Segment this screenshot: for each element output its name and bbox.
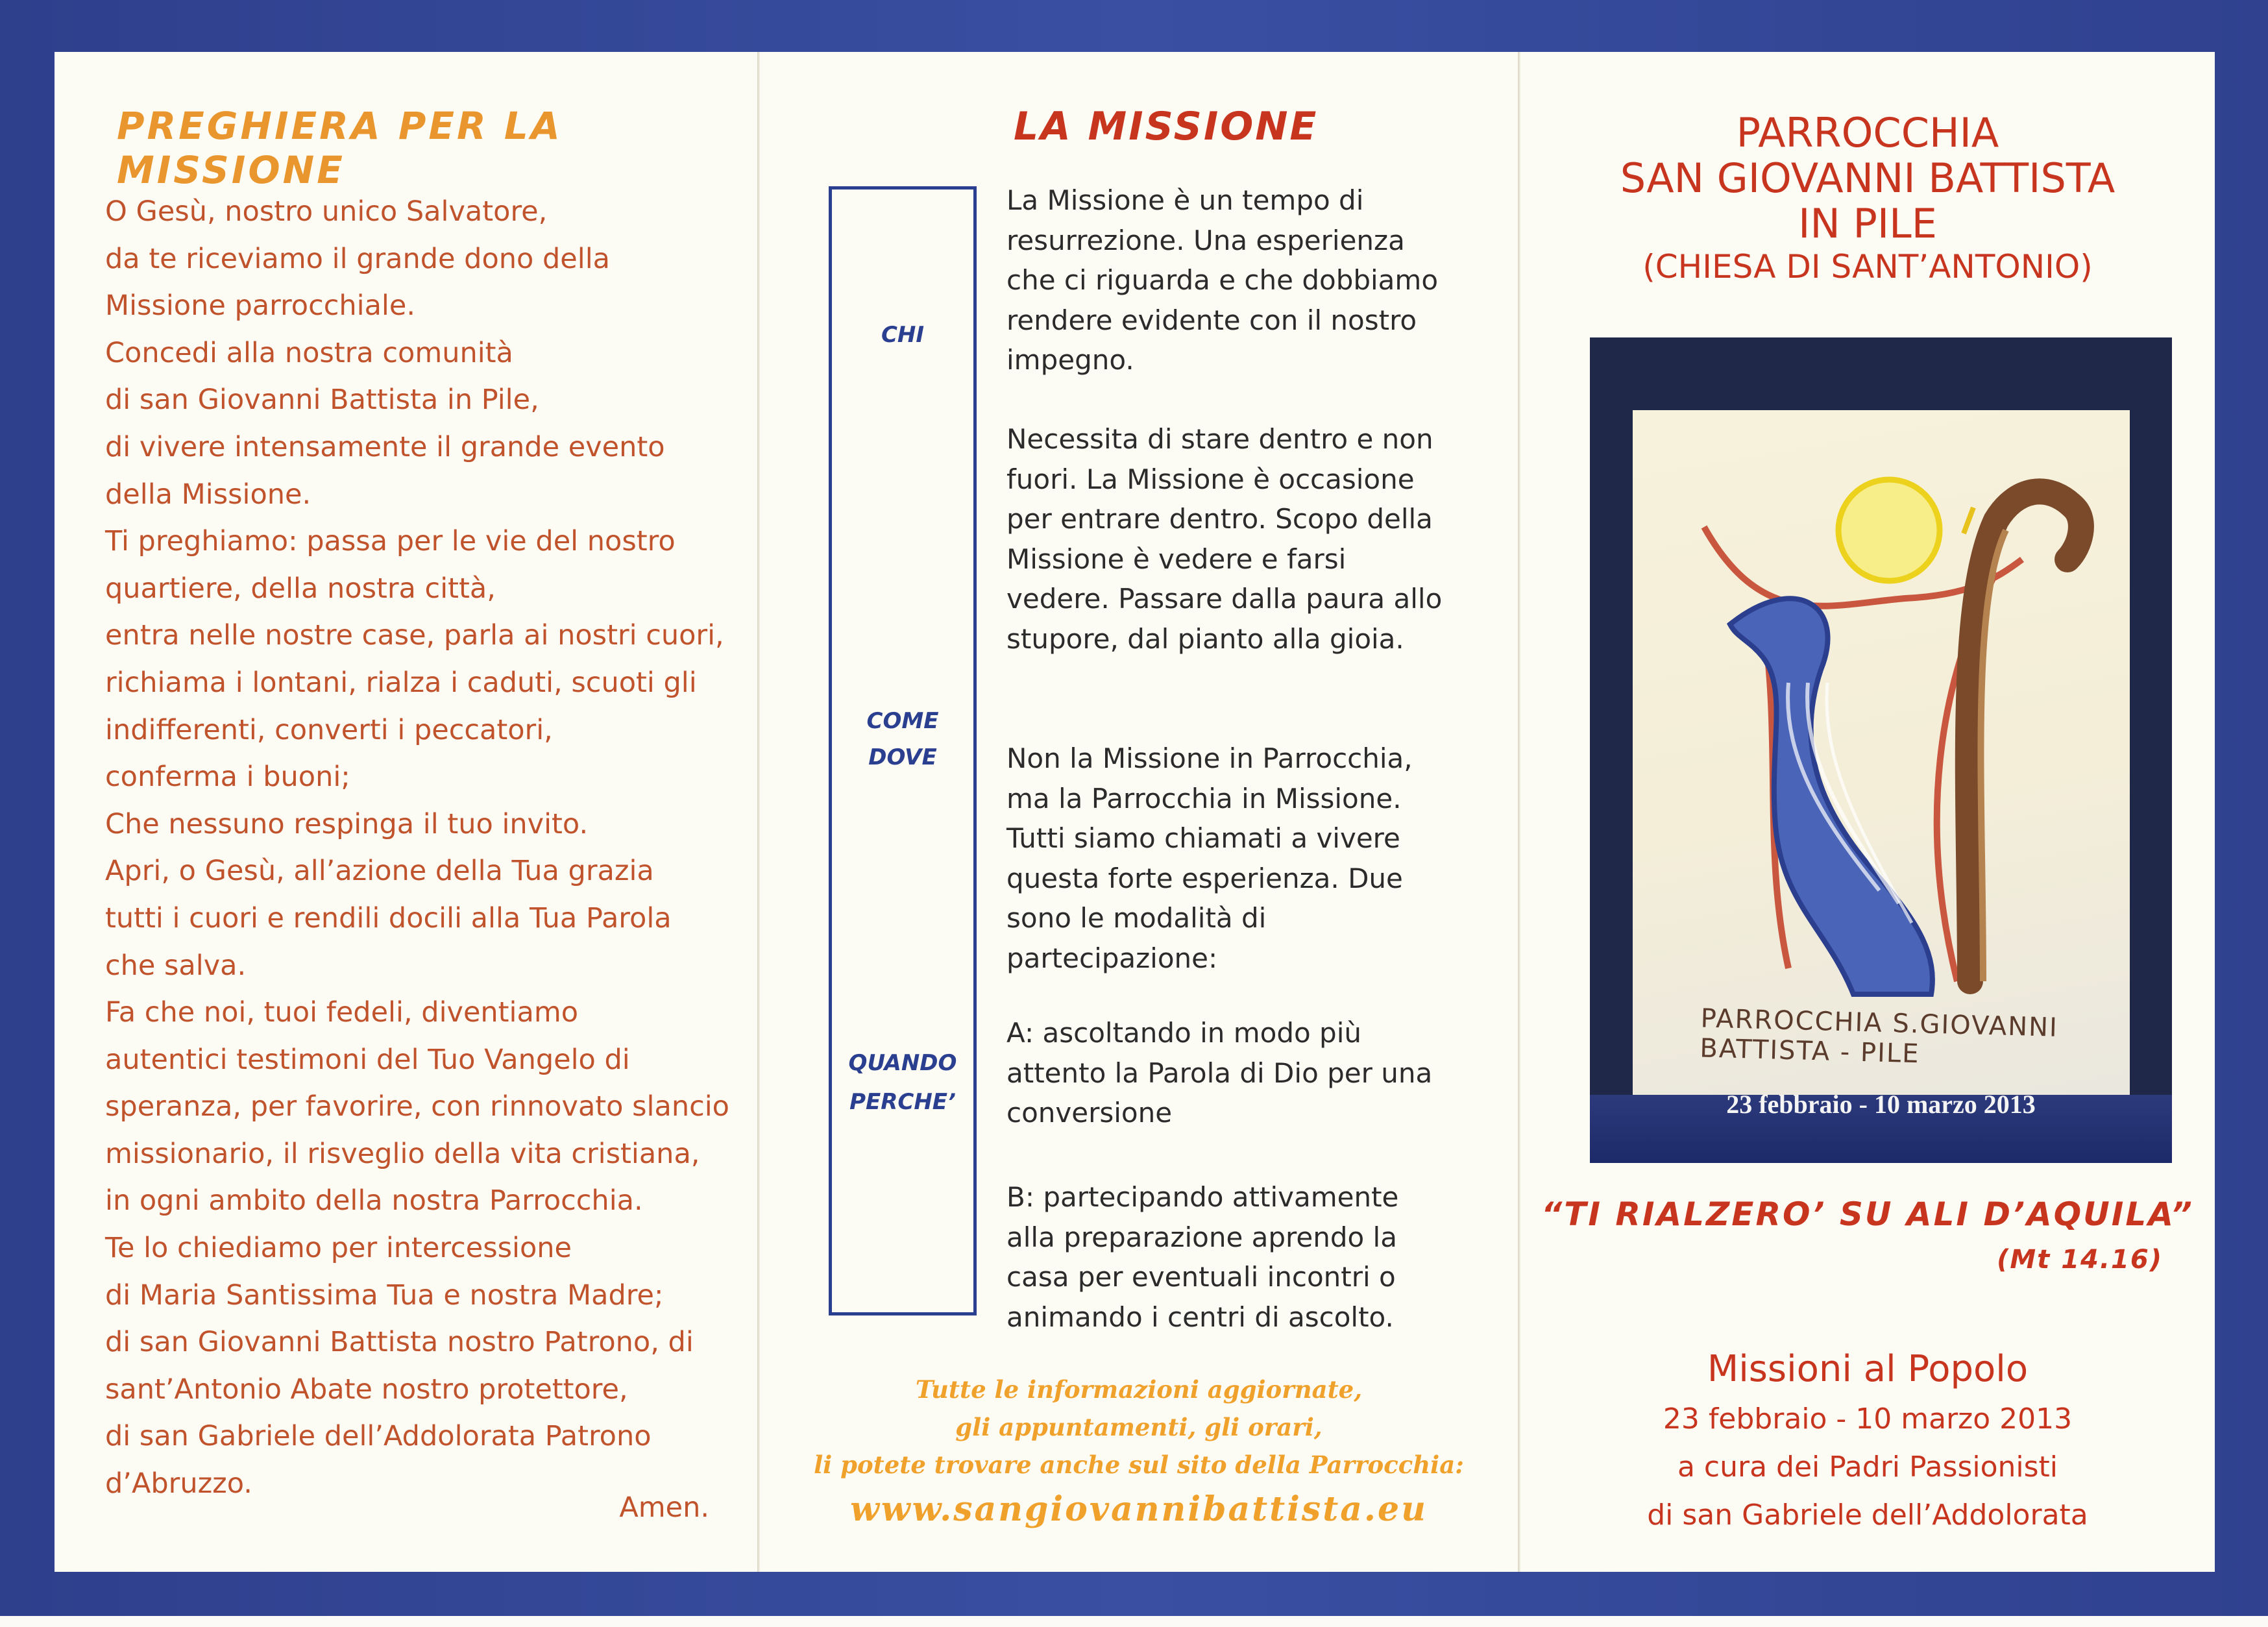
parish-line: SAN GIOVANNI BATTISTA bbox=[1620, 154, 2116, 202]
paragraph-line: rendere evidente con il nostro bbox=[1006, 304, 1417, 336]
cover-quote: “TI RIALZERO’ SU ALI D’AQUILA” bbox=[1541, 1195, 2194, 1233]
paragraph-line: Tutti siamo chiamati a vivere bbox=[1006, 822, 1400, 854]
paragraph-line: casa per eventuali incontri o bbox=[1006, 1261, 1396, 1293]
paragraph-line: conversione bbox=[1006, 1097, 1173, 1129]
parish-line: PARROCCHIA bbox=[1736, 109, 1999, 156]
sun-shape bbox=[1838, 480, 1940, 581]
prayer-line: Apri, o Gesù, all’azione della Tua grazia bbox=[105, 855, 654, 888]
church-name: (CHIESA DI SANT’ANTONIO) bbox=[1642, 248, 2093, 286]
prayer-line: tutti i cuori e rendili docili alla Tua Parola bbox=[105, 901, 672, 935]
prayer-line: di san Giovanni Battista nostro Patrono, di bbox=[105, 1326, 694, 1359]
mission-info bbox=[1520, 1343, 2215, 1539]
prayer-line: Fa che noi, tuoi fedeli, diventiamo bbox=[105, 996, 579, 1029]
quote-reference: (Mt 14.16) bbox=[1997, 1245, 2163, 1275]
paragraph-line: A: ascoltando in modo più bbox=[1006, 1017, 1362, 1049]
label-chi: CHI bbox=[881, 322, 925, 348]
paragraph-line: stupore, dal pianto alla gioia. bbox=[1006, 622, 1404, 655]
prayer-line: missionario, il risveglio della vita cristiana, bbox=[105, 1137, 700, 1170]
prayer-line: da te riceviamo il grande dono della bbox=[105, 242, 611, 275]
prayer-line: Missione parrocchiale. bbox=[105, 289, 415, 323]
cover-panel bbox=[1520, 52, 2215, 1572]
prayer-line: quartiere, della nostra città, bbox=[105, 572, 496, 605]
paragraph-line: che ci riguarda e che dobbiamo bbox=[1006, 264, 1439, 296]
prayer-line: conferma i buoni; bbox=[105, 761, 350, 794]
prayer-line: richiama i lontani, rialza i caduti, scuoti gli bbox=[105, 666, 697, 699]
prayer-line: d’Abruzzo. bbox=[105, 1467, 252, 1500]
paragraph-line: Necessita di stare dentro e non bbox=[1006, 423, 1433, 455]
prayer-amen: Amen. bbox=[619, 1491, 709, 1524]
prayer-line: della Missione. bbox=[105, 478, 311, 511]
signature-line: PARROCCHIA S.GIOVANNI bbox=[1700, 1003, 2059, 1043]
mission-info-title: Missioni al Popolo bbox=[1707, 1348, 2029, 1390]
signature-line: BATTISTA - PILE bbox=[1699, 1033, 1921, 1070]
parish-name bbox=[1520, 110, 2215, 247]
questions-box bbox=[829, 186, 977, 1315]
prayer-line: speranza, per favorire, con rinnovato slancio bbox=[105, 1090, 729, 1123]
artwork-signature bbox=[1700, 1003, 2077, 1073]
prayer-line: Te lo chiediamo per intercessione bbox=[105, 1232, 572, 1265]
mission-title: LA MISSIONE bbox=[1014, 104, 1319, 149]
prayer-line: che salva. bbox=[105, 949, 247, 982]
prayer-line: di Maria Santissima Tua e nostra Madre; bbox=[105, 1278, 664, 1312]
paragraph-line: alla preparazione aprendo la bbox=[1006, 1221, 1397, 1253]
info-line: Tutte le informazioni aggiornate, bbox=[915, 1375, 1363, 1404]
info-line: gli appuntamenti, gli orari, bbox=[955, 1413, 1323, 1441]
info-line: li potete trovare anche sul sito della Parrocchia: bbox=[814, 1450, 1464, 1479]
prayer-line: O Gesù, nostro unico Salvatore, bbox=[105, 195, 548, 228]
paragraph-line: fuori. La Missione è occasione bbox=[1006, 463, 1415, 495]
mission-info-of: di san Gabriele dell’Addolorata bbox=[1647, 1499, 2088, 1532]
label-come: COME bbox=[866, 708, 939, 734]
paragraph-line: Non la Missione in Parrocchia, bbox=[1006, 742, 1413, 774]
prayer-line: sant’Antonio Abate nostro protettore, bbox=[105, 1373, 628, 1406]
mission-info-by: a cura dei Padri Passionisti bbox=[1677, 1450, 2058, 1484]
website-link[interactable]: www.sangiovannibattista.eu bbox=[850, 1489, 1428, 1529]
paragraph-line: resurrezione. Una esperienza bbox=[1006, 224, 1405, 256]
mission-paragraph-3 bbox=[1006, 739, 1474, 978]
mission-paragraph-4 bbox=[1006, 1013, 1474, 1133]
prayer-text bbox=[105, 188, 728, 1508]
paragraph-line: La Missione è un tempo di bbox=[1006, 184, 1364, 216]
paragraph-line: partecipazione: bbox=[1006, 942, 1218, 974]
mission-info-dates: 23 febbraio - 10 marzo 2013 bbox=[1663, 1402, 2073, 1436]
cover-artwork bbox=[1590, 337, 2172, 1163]
paragraph-line: per entrare dentro. Scopo della bbox=[1006, 503, 1433, 535]
artwork-caption: 23 febbraio - 10 marzo 2013 bbox=[1726, 1090, 2036, 1119]
info-text bbox=[760, 1371, 1518, 1484]
paragraph-line: B: partecipando attivamente bbox=[1006, 1181, 1399, 1213]
prayer-line: entra nelle nostre case, parla ai nostri cuori, bbox=[105, 619, 724, 652]
prayer-line: Ti preghiamo: passa per le vie del nostro bbox=[105, 525, 676, 558]
prayer-line: di san Gabriele dell’Addolorata Patrono bbox=[105, 1420, 652, 1453]
artwork-drawing bbox=[1633, 410, 2130, 1095]
mission-paragraph-5 bbox=[1006, 1177, 1474, 1337]
paragraph-line: vedere. Passare dalla paura allo bbox=[1006, 583, 1443, 615]
paragraph-line: attento la Parola di Dio per una bbox=[1006, 1057, 1433, 1089]
label-quando: QUANDO bbox=[848, 1050, 957, 1076]
mission-paragraph-2 bbox=[1006, 419, 1474, 659]
prayer-panel bbox=[55, 52, 757, 1572]
paragraph-line: impegno. bbox=[1006, 344, 1134, 376]
prayer-line: in ogni ambito della nostra Parrocchia. bbox=[105, 1184, 643, 1217]
prayer-line: Che nessuno respinga il tuo invito. bbox=[105, 807, 589, 840]
label-perche: PERCHE’ bbox=[849, 1089, 956, 1115]
mission-paragraph-1 bbox=[1006, 180, 1474, 380]
label-dove: DOVE bbox=[868, 744, 937, 770]
prayer-line: indifferenti, converti i peccatori, bbox=[105, 713, 553, 746]
prayer-line: autentici testimoni del Tuo Vangelo di bbox=[105, 1043, 630, 1076]
paragraph-line: Missione è vedere e farsi bbox=[1006, 543, 1347, 575]
prayer-title: PREGHIERA PER LA MISSIONE bbox=[117, 104, 563, 192]
artwork-paper bbox=[1633, 410, 2130, 1095]
paragraph-line: questa forte esperienza. Due bbox=[1006, 862, 1403, 894]
paragraph-line: animando i centri di ascolto. bbox=[1006, 1301, 1394, 1333]
mission-panel bbox=[760, 52, 1518, 1572]
prayer-line: Concedi alla nostra comunità bbox=[105, 336, 513, 369]
prayer-line: di san Giovanni Battista in Pile, bbox=[105, 384, 539, 417]
paragraph-line: ma la Parrocchia in Missione. bbox=[1006, 782, 1402, 814]
prayer-line: di vivere intensamente il grande evento bbox=[105, 430, 665, 463]
parish-line: IN PILE bbox=[1798, 200, 1937, 247]
paragraph-line: sono le modalità di bbox=[1006, 902, 1267, 934]
